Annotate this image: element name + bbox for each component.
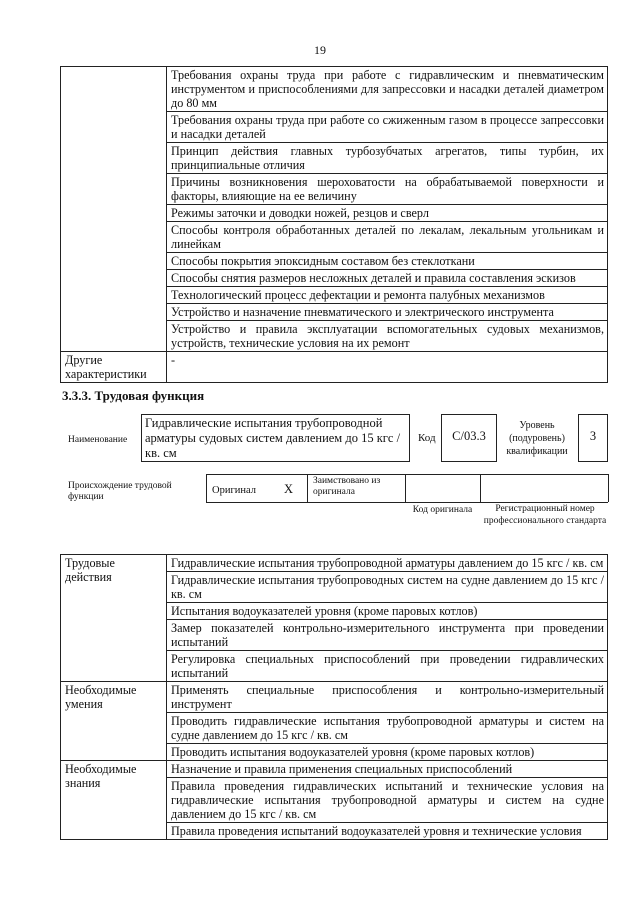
name-value: Гидравлические испытания трубопроводной арматуры судовых систем давлением до 15 кгс / кв. см [145,416,401,460]
original-label: Оригинал [212,485,256,496]
origin-label: Происхождение трудовой функции [68,481,172,502]
table-cell: Режимы заточки и доводки ножей, резцов и сверл [167,205,608,222]
code-label: Код [418,432,436,444]
table-row [61,67,608,112]
table-cell: Замер показателей контрольно-измерительного инструмента при проведении испытаний [167,620,608,651]
section-heading: 3.3.3. Трудовая функция [62,388,205,403]
table-cell: Гидравлические испытания трубопроводных систем на судне давлением до 15 кгс / кв. см [167,572,608,603]
table-cell: Способы снятия размеров несложных деталей и правила составления эскизов [167,270,608,287]
knowledge-label: Необходимые знания [61,761,167,840]
table-cell: Назначение и правила применения специальных приспособлений [167,761,608,778]
original-mark: X [284,482,294,496]
table-cell: Регулировка специальных приспособлений при проведении гидравлических испытаний [167,651,608,682]
table-cell: Гидравлические испытания трубопроводной арматуры давлением до 15 кгс / кв. см [167,555,608,572]
table-cell: Устройство и правила эксплуатации вспомогательных судовых механизмов, устройств, технические условия на их ремонт [167,321,608,352]
level-label: Уровень (подуровень) квалификации [506,420,568,457]
other-characteristics-label: Другие характеристики [61,352,167,383]
table-row [61,555,608,572]
table-row [61,761,608,778]
skills-label: Необходимые умения [61,682,167,761]
knowledge-continuation-table [60,66,608,383]
labor-actions-label: Трудовые действия [61,555,167,682]
table-row [61,352,608,383]
table-cell: Применять специальные приспособления и контрольно-измерительный инструмент [167,682,608,713]
page-number: 19 [314,43,326,57]
level-value: 3 [589,429,597,443]
reg-number-label: Регистрационный номер профессионального стандарта [483,504,607,526]
table-row [61,682,608,713]
table-cell: Технологический процесс дефектации и ремонта палубных механизмов [167,287,608,304]
table-cell: Принцип действия главных турбозубчатых агрегатов, типы турбин, их принципиальные отличия [167,143,608,174]
table-cell: Требования охраны труда при работе с гидравлическим и пневматическим инструментом и приспособлениями для запрессовки и насадки деталей диаметром до 80 мм [167,67,608,112]
table-cell: Способы контроля обработанных деталей по лекалам, лекальным угольникам и линейкам [167,222,608,253]
labor-function-table [60,554,608,840]
table-cell: Проводить испытания водоуказателей уровня (кроме паровых котлов) [167,744,608,761]
table-cell: Устройство и назначение пневматического и электрического инструмента [167,304,608,321]
table-cell: Требования охраны труда при работе со сжиженным газом в процессе запрессовки и насадки деталей [167,112,608,143]
borrowed-label: Заимствовано из оригинала [313,476,381,497]
code-value: C/03.3 [452,429,486,443]
empty-label-cell [61,67,167,352]
other-characteristics-value: - [167,352,608,383]
table-cell: Проводить гидравлические испытания трубопроводной арматуры и систем на судне давлением до 15 кгс / кв. см [167,713,608,744]
code-original-label: Код оригинала [412,505,473,515]
table-cell: Правила проведения испытаний водоуказателей уровня и технические условия [167,823,608,840]
table-cell: Причины возникновения шероховатости на обрабатываемой поверхности и факторы, влияющие на ее величину [167,174,608,205]
table-cell: Способы покрытия эпоксидным составом без стеклоткани [167,253,608,270]
table-cell: Правила проведения гидравлических испытаний и технические условия на гидравлические испытания трубопроводной арматуры и систем на судне давлением до 15 кгс / кв. см [167,778,608,823]
table-cell: Испытания водоуказателей уровня (кроме паровых котлов) [167,603,608,620]
name-label: Наименование [68,435,128,445]
